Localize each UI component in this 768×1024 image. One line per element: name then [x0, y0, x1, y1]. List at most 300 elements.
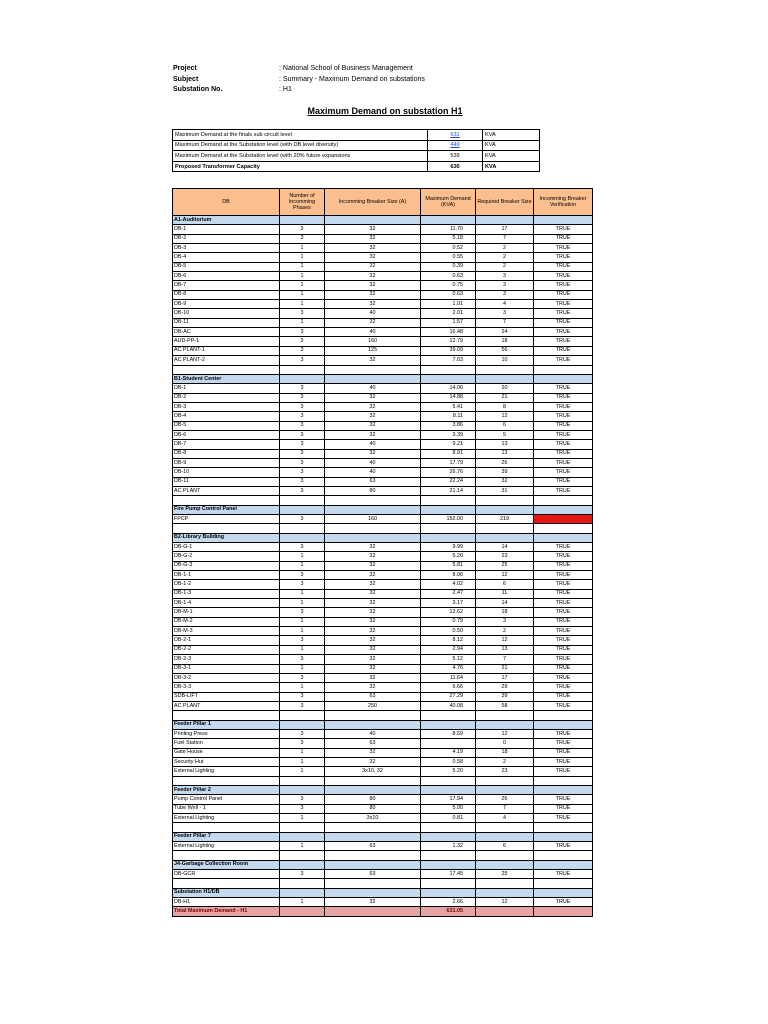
empty-cell	[280, 860, 325, 869]
empty-cell	[280, 879, 325, 888]
breaker-size-cell: 32	[325, 571, 421, 580]
verification-cell: TRUE	[534, 393, 593, 402]
required-breaker-cell: 29	[476, 683, 534, 692]
db-cell: DB-9	[173, 300, 280, 309]
table-row	[173, 393, 593, 402]
empty-cell	[280, 524, 325, 533]
empty-cell	[534, 711, 593, 720]
db-cell: DB-AC	[173, 328, 280, 337]
db-cell: DB-G-1	[173, 543, 280, 552]
empty-cell	[476, 505, 534, 514]
required-breaker-cell: 12	[476, 636, 534, 645]
db-cell: SDB-LIFT	[173, 692, 280, 701]
phases-cell: 3	[280, 337, 325, 346]
empty-cell	[173, 496, 280, 505]
phases-cell: 3	[280, 701, 325, 710]
breaker-size-cell: 32	[325, 636, 421, 645]
db-cell: Fuel Station	[173, 739, 280, 748]
required-breaker-cell: 13	[476, 449, 534, 458]
breaker-size-cell: 32	[325, 430, 421, 439]
required-breaker-cell: 219	[476, 515, 534, 524]
verification-cell: FALSE	[534, 515, 593, 524]
empty-cell	[173, 711, 280, 720]
table-row	[173, 608, 593, 617]
db-cell: Printing Press	[173, 729, 280, 738]
verification-cell: TRUE	[534, 421, 593, 430]
breaker-size-cell: 32	[325, 412, 421, 421]
max-demand-cell: 12.79	[421, 337, 476, 346]
verification-cell: TRUE	[534, 580, 593, 589]
section-title: Feeder Pillar 7	[173, 832, 280, 841]
empty-cell	[280, 533, 325, 542]
verification-cell: TRUE	[534, 571, 593, 580]
breaker-size-cell: 40	[325, 384, 421, 393]
verification-cell: TRUE	[534, 627, 593, 636]
breaker-size-cell: 32	[325, 608, 421, 617]
breaker-size-cell: 32	[325, 589, 421, 598]
required-breaker-cell: 2	[476, 262, 534, 271]
summary-row	[173, 161, 540, 172]
db-cell: DB-8	[173, 449, 280, 458]
empty-cell	[173, 365, 280, 374]
summary-label: Maximum Demand at the finals sub circuit level	[173, 130, 428, 141]
empty-cell	[476, 374, 534, 383]
db-cell: DB-2-1	[173, 636, 280, 645]
table-row	[173, 645, 593, 654]
table-row	[173, 337, 593, 346]
breaker-size-cell: 32	[325, 300, 421, 309]
phases-cell: 3	[280, 234, 325, 243]
db-cell: DB-M-2	[173, 617, 280, 626]
empty-cell	[280, 720, 325, 729]
section-title: Feeder Pillar 2	[173, 785, 280, 794]
empty-cell	[280, 888, 325, 897]
empty-cell	[534, 533, 593, 542]
verification-cell: TRUE	[534, 683, 593, 692]
required-breaker-cell: 8	[476, 402, 534, 411]
max-demand-cell: 2.66	[421, 898, 476, 907]
db-cell: External Lighting	[173, 842, 280, 851]
breaker-size-cell: 32	[325, 281, 421, 290]
db-cell: DB-4	[173, 412, 280, 421]
required-breaker-cell: 39	[476, 692, 534, 701]
verification-cell: TRUE	[534, 440, 593, 449]
verification-cell: TRUE	[534, 309, 593, 318]
breaker-size-cell: 32	[325, 673, 421, 682]
db-cell: DB-1-3	[173, 589, 280, 598]
db-cell: AC PLANT-2	[173, 356, 280, 365]
max-demand-cell: 5.20	[421, 552, 476, 561]
db-cell: DB-2-2	[173, 645, 280, 654]
table-row	[173, 673, 593, 682]
phases-cell: 3	[280, 384, 325, 393]
phases-cell: 3	[280, 412, 325, 421]
db-cell: DB-3	[173, 244, 280, 253]
db-cell: DB-GCR	[173, 870, 280, 879]
table-row	[173, 739, 593, 748]
required-breaker-cell: 13	[476, 645, 534, 654]
empty-cell	[325, 505, 421, 514]
required-breaker-cell: 3	[476, 272, 534, 281]
empty-cell	[476, 888, 534, 897]
table-row	[173, 430, 593, 439]
breaker-size-cell: 32	[325, 225, 421, 234]
max-demand-cell: 8.06	[421, 571, 476, 580]
verification-cell: TRUE	[534, 346, 593, 355]
phases-cell: 3	[280, 356, 325, 365]
table-row	[173, 486, 593, 495]
summary-unit: KVA	[483, 161, 540, 172]
max-demand-cell: 1.57	[421, 318, 476, 327]
empty-cell	[476, 851, 534, 860]
document-header	[173, 64, 425, 96]
db-cell: DB-6	[173, 430, 280, 439]
empty-cell	[476, 533, 534, 542]
verification-cell: TRUE	[534, 468, 593, 477]
empty-cell	[476, 785, 534, 794]
max-demand-cell: 0.55	[421, 253, 476, 262]
table-row	[173, 748, 593, 757]
empty-cell	[173, 776, 280, 785]
verification-cell: TRUE	[534, 318, 593, 327]
breaker-size-cell: 32	[325, 393, 421, 402]
empty-cell	[534, 720, 593, 729]
table-row	[173, 477, 593, 486]
breaker-size-cell: 32	[325, 290, 421, 299]
table-row	[173, 328, 593, 337]
empty-cell	[534, 888, 593, 897]
db-cell: DB-G-2	[173, 552, 280, 561]
phases-cell: 3	[280, 870, 325, 879]
empty-cell	[421, 720, 476, 729]
verification-cell: TRUE	[534, 739, 593, 748]
verification-cell: TRUE	[534, 300, 593, 309]
required-breaker-cell: 6	[476, 580, 534, 589]
max-demand-cell: 5.00	[421, 804, 476, 813]
empty-cell	[325, 879, 421, 888]
required-breaker-cell: 10	[476, 356, 534, 365]
table-row	[173, 692, 593, 701]
table-row	[173, 412, 593, 421]
phases-cell: 3	[280, 346, 325, 355]
db-cell: DB-10	[173, 309, 280, 318]
table-row	[173, 767, 593, 776]
breaker-size-cell: 32	[325, 253, 421, 262]
empty-cell	[325, 907, 421, 916]
breaker-size-cell: 80	[325, 804, 421, 813]
breaker-size-cell: 160	[325, 515, 421, 524]
breaker-size-cell: 32	[325, 645, 421, 654]
empty-cell	[325, 785, 421, 794]
max-demand-cell: 17.45	[421, 870, 476, 879]
db-cell: AUD-PP-1	[173, 337, 280, 346]
db-cell: DB-G-3	[173, 561, 280, 570]
max-demand-cell	[421, 739, 476, 748]
table-row	[173, 757, 593, 766]
max-demand-cell: 9.99	[421, 543, 476, 552]
required-breaker-cell: 20	[476, 384, 534, 393]
max-demand-cell: 7.03	[421, 356, 476, 365]
table-row	[173, 617, 593, 626]
table-row	[173, 225, 593, 234]
verification-cell: TRUE	[534, 561, 593, 570]
phases-cell: 1	[280, 281, 325, 290]
empty-cell	[421, 851, 476, 860]
max-demand-cell: 0.63	[421, 290, 476, 299]
table-row	[173, 262, 593, 271]
max-demand-cell: 9.21	[421, 440, 476, 449]
required-breaker-cell: 13	[476, 440, 534, 449]
db-cell: DB-9	[173, 458, 280, 467]
verification-cell: TRUE	[534, 272, 593, 281]
empty-cell	[421, 711, 476, 720]
verification-cell: TRUE	[534, 870, 593, 879]
db-cell: DB-5	[173, 421, 280, 430]
table-row	[173, 842, 593, 851]
table-row	[173, 729, 593, 738]
summary-value	[428, 151, 483, 162]
empty-cell	[421, 879, 476, 888]
empty-cell	[421, 823, 476, 832]
db-cell: DB-7	[173, 440, 280, 449]
max-demand-cell: 2.94	[421, 645, 476, 654]
phases-cell: 1	[280, 627, 325, 636]
table-row	[173, 795, 593, 804]
summary-value-link[interactable]: 631	[450, 131, 460, 138]
table-row	[173, 281, 593, 290]
table-row	[173, 402, 593, 411]
db-cell: DB-M-1	[173, 608, 280, 617]
verification-cell: TRUE	[534, 701, 593, 710]
phases-cell: 3	[280, 309, 325, 318]
empty-cell	[534, 524, 593, 533]
empty-cell	[325, 374, 421, 383]
summary-value-text: 539	[450, 152, 460, 159]
phases-cell: 1	[280, 617, 325, 626]
spacer-row	[173, 711, 593, 720]
db-cell: DB-7	[173, 281, 280, 290]
section-header-row	[173, 533, 593, 542]
col-header-verification: Incomming Breaker Verification	[534, 189, 593, 216]
empty-cell	[421, 860, 476, 869]
phases-cell: 1	[280, 683, 325, 692]
required-breaker-cell: 3	[476, 290, 534, 299]
max-demand-cell: 3.39	[421, 430, 476, 439]
phases-cell: 1	[280, 300, 325, 309]
phases-cell: 3	[280, 515, 325, 524]
table-row	[173, 814, 593, 823]
verification-cell: TRUE	[534, 328, 593, 337]
substation-label: Substation No.	[173, 86, 223, 93]
table-row	[173, 804, 593, 813]
table-row	[173, 244, 593, 253]
required-breaker-cell: 23	[476, 767, 534, 776]
required-breaker-cell: 12	[476, 729, 534, 738]
required-breaker-cell: 26	[476, 458, 534, 467]
max-demand-cell: 0.39	[421, 262, 476, 271]
table-row	[173, 561, 593, 570]
section-header-row	[173, 832, 593, 841]
empty-cell	[280, 832, 325, 841]
max-demand-cell: 2.47	[421, 589, 476, 598]
breaker-size-cell: 40	[325, 328, 421, 337]
verification-cell: TRUE	[534, 898, 593, 907]
section-title: B1-Student Center	[173, 374, 280, 383]
verification-cell: TRUE	[534, 281, 593, 290]
empty-cell	[421, 496, 476, 505]
phases-cell: 1	[280, 814, 325, 823]
table-row	[173, 234, 593, 243]
required-breaker-cell: 5	[476, 430, 534, 439]
verification-cell: TRUE	[534, 402, 593, 411]
empty-cell	[534, 851, 593, 860]
spacer-row	[173, 851, 593, 860]
summary-row	[173, 151, 540, 162]
summary-value-link[interactable]: 449	[450, 142, 460, 149]
table-row	[173, 636, 593, 645]
breaker-size-cell: 32	[325, 748, 421, 757]
breaker-size-cell: 32	[325, 272, 421, 281]
max-demand-cell: 8.12	[421, 636, 476, 645]
verification-cell: TRUE	[534, 337, 593, 346]
empty-cell	[534, 907, 593, 916]
verification-cell: TRUE	[534, 673, 593, 682]
db-cell: DB-H1	[173, 898, 280, 907]
required-breaker-cell: 14	[476, 543, 534, 552]
empty-cell	[476, 860, 534, 869]
summary-value[interactable]	[428, 130, 483, 141]
empty-cell	[280, 776, 325, 785]
empty-cell	[534, 496, 593, 505]
empty-cell	[421, 216, 476, 225]
spacer-row	[173, 879, 593, 888]
summary-value	[428, 161, 483, 172]
required-breaker-cell: 24	[476, 328, 534, 337]
table-row	[173, 898, 593, 907]
table-row	[173, 580, 593, 589]
required-breaker-cell: 12	[476, 571, 534, 580]
verification-cell: TRUE	[534, 262, 593, 271]
required-breaker-cell: 2	[476, 627, 534, 636]
phases-cell: 3	[280, 393, 325, 402]
required-breaker-cell: 3	[476, 281, 534, 290]
empty-cell	[280, 851, 325, 860]
max-demand-cell: 17.94	[421, 795, 476, 804]
project-value: : National School of Business Management	[279, 65, 413, 72]
required-breaker-cell: 31	[476, 486, 534, 495]
breaker-size-cell: 40	[325, 468, 421, 477]
table-row	[173, 356, 593, 365]
phases-cell: 3	[280, 468, 325, 477]
breaker-size-cell: 32	[325, 664, 421, 673]
table-row	[173, 870, 593, 879]
breaker-size-cell: 250	[325, 701, 421, 710]
empty-cell	[534, 365, 593, 374]
required-breaker-cell: 21	[476, 664, 534, 673]
db-cell: DB-10	[173, 468, 280, 477]
total-value: 631.05	[421, 907, 476, 916]
phases-cell: 1	[280, 253, 325, 262]
max-demand-cell: 12.62	[421, 608, 476, 617]
empty-cell	[325, 216, 421, 225]
max-demand-cell: 40.08	[421, 701, 476, 710]
max-demand-cell: 14.88	[421, 393, 476, 402]
phases-cell: 3	[280, 328, 325, 337]
table-row	[173, 458, 593, 467]
verification-cell: TRUE	[534, 692, 593, 701]
empty-cell	[325, 524, 421, 533]
empty-cell	[325, 888, 421, 897]
verification-cell: TRUE	[534, 543, 593, 552]
page-title: Maximum Demand on substation H1	[307, 106, 463, 116]
phases-cell: 3	[280, 739, 325, 748]
max-demand-cell: 39.09	[421, 346, 476, 355]
phases-cell: 1	[280, 645, 325, 654]
empty-cell	[280, 711, 325, 720]
phases-cell: 1	[280, 272, 325, 281]
empty-cell	[534, 832, 593, 841]
breaker-size-cell: 3x10, 32	[325, 767, 421, 776]
db-cell: Gate House	[173, 748, 280, 757]
demand-table	[172, 188, 593, 917]
required-breaker-cell: 3	[476, 309, 534, 318]
empty-cell	[534, 216, 593, 225]
breaker-size-cell: 32	[325, 244, 421, 253]
required-breaker-cell: 32	[476, 477, 534, 486]
max-demand-cell: 0.58	[421, 757, 476, 766]
phases-cell: 1	[280, 898, 325, 907]
table-row	[173, 571, 593, 580]
phases-cell: 3	[280, 458, 325, 467]
summary-unit: KVA	[483, 130, 540, 141]
phases-cell: 3	[280, 580, 325, 589]
max-demand-cell: 5.12	[421, 655, 476, 664]
empty-cell	[476, 776, 534, 785]
empty-cell	[421, 785, 476, 794]
required-breaker-cell: 2	[476, 253, 534, 262]
table-row	[173, 272, 593, 281]
empty-cell	[421, 374, 476, 383]
db-cell: DB-2-3	[173, 655, 280, 664]
empty-cell	[280, 505, 325, 514]
required-breaker-cell: 2	[476, 757, 534, 766]
verification-cell: TRUE	[534, 729, 593, 738]
phases-cell: 3	[280, 692, 325, 701]
max-demand-cell: 5.18	[421, 234, 476, 243]
max-demand-cell: 0.75	[421, 281, 476, 290]
phases-cell: 3	[280, 486, 325, 495]
breaker-size-cell: 80	[325, 795, 421, 804]
empty-cell	[325, 832, 421, 841]
empty-cell	[421, 776, 476, 785]
table-row	[173, 543, 593, 552]
breaker-size-cell: 63	[325, 692, 421, 701]
empty-cell	[325, 496, 421, 505]
summary-label: Maximum Demand at the Substation level (with DB level diversity)	[173, 140, 428, 151]
verification-cell: TRUE	[534, 477, 593, 486]
verification-cell: TRUE	[534, 412, 593, 421]
breaker-size-cell: 32	[325, 655, 421, 664]
verification-cell: TRUE	[534, 645, 593, 654]
breaker-size-cell: 32	[325, 449, 421, 458]
db-cell: DB-1-1	[173, 571, 280, 580]
summary-value[interactable]	[428, 140, 483, 151]
section-header-row	[173, 505, 593, 514]
required-breaker-cell: 14	[476, 599, 534, 608]
verification-cell: TRUE	[534, 244, 593, 253]
db-cell: DB-3-1	[173, 664, 280, 673]
verification-cell: TRUE	[534, 356, 593, 365]
